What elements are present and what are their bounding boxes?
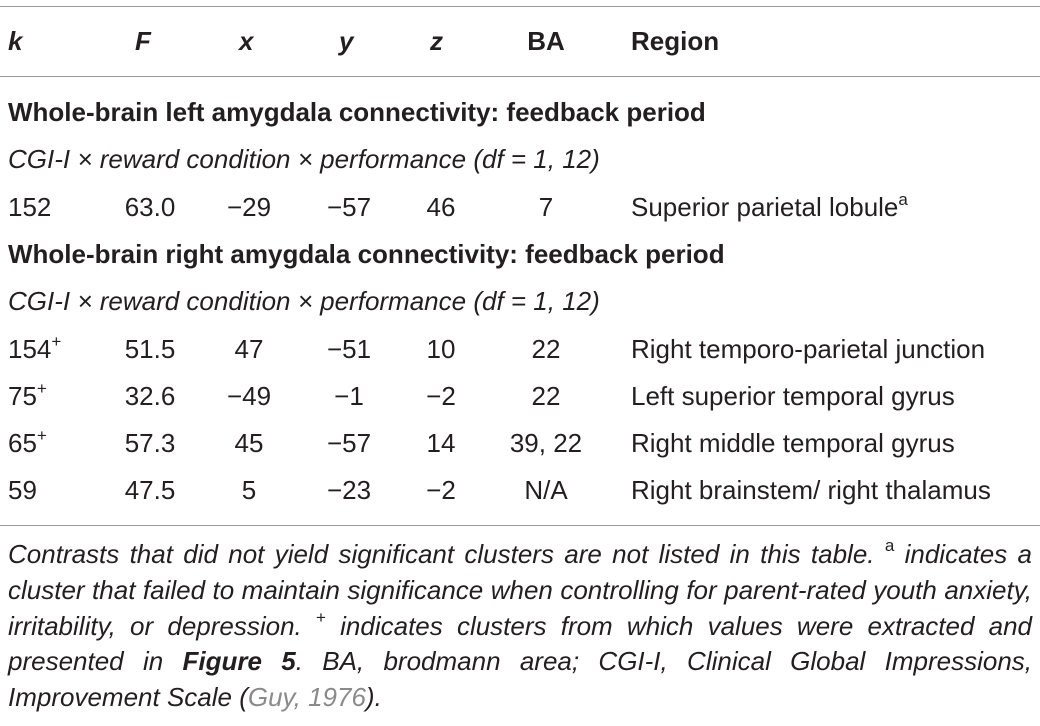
section-title: Whole-brain right amygdala connectivity: feedback period (8, 239, 725, 269)
table-row (0, 420, 1040, 467)
cell-x: −49 (226, 381, 272, 411)
cell-ba: 22 (531, 334, 561, 364)
cell-y: −57 (326, 192, 372, 222)
cell-z: 14 (426, 428, 456, 458)
cell-region: Right temporo-parietal junction (631, 334, 986, 364)
cell-y: −51 (326, 334, 372, 364)
cell-k: 75+ (8, 379, 47, 411)
cell-y: −57 (326, 428, 372, 458)
footnote-mark-plus: + (316, 607, 326, 627)
section-title-row (0, 231, 1040, 278)
figure-link[interactable]: Figure 5 (182, 646, 296, 677)
table-footnote: Contrasts that did not yield significant clusters are not listed in this table. $^a$ indicates a cluster that failed to maintain significance when controlling for parent-rated youth anxiety, irritability, or depression. + indicates clusters from which values were extracted and presented in Figure 5. BA, brodmann area; CGI-I, Clinical Global Impressions, Improvement Scale (Guy, 1976). (8, 536, 1033, 713)
header-y: y (339, 26, 354, 56)
header-z: z (430, 26, 443, 56)
contrast-row (0, 278, 1040, 325)
cell-f: 57.3 (124, 428, 176, 458)
table-row (0, 373, 1040, 420)
cell-region: Left superior temporal gyrus (631, 381, 955, 411)
table-row (0, 326, 1040, 373)
cell-x: 5 (241, 475, 257, 505)
cell-k: 65+ (8, 426, 47, 458)
header-f: F (135, 26, 151, 56)
cell-x: −29 (226, 192, 272, 222)
contrast-label: CGI-I × reward condition × performance (df = 1, 12) (8, 286, 600, 316)
bottom-rule (0, 525, 1040, 526)
cell-f: 47.5 (124, 475, 176, 505)
cell-z: −2 (426, 475, 456, 505)
cell-z: −2 (426, 381, 456, 411)
citation-link[interactable]: Guy, 1976 (247, 682, 366, 713)
cell-region: Right middle temporal gyrus (631, 428, 955, 458)
cell-ba: 7 (538, 192, 554, 222)
footnote-mark-a: a (884, 536, 895, 556)
section-title-row (0, 89, 1040, 136)
cell-ba: 39, 22 (509, 428, 583, 458)
cell-y: −23 (326, 475, 372, 505)
header-rule (0, 76, 1040, 77)
cell-f: 32.6 (124, 381, 176, 411)
header-k: k (8, 26, 23, 56)
contrast-label: CGI-I × reward condition × performance (df = 1, 12) (8, 144, 600, 174)
cell-region: Right brainstem/ right thalamus (631, 475, 991, 505)
cell-f: 63.0 (124, 192, 176, 222)
cell-region: Superior parietal lobule$^a$ (631, 190, 908, 222)
cell-ba: 22 (531, 381, 561, 411)
cell-y: −1 (334, 381, 364, 411)
table-row (0, 467, 1040, 514)
cell-k: 154+ (8, 332, 62, 364)
cell-z: 46 (426, 192, 456, 222)
header-region: Region (631, 26, 720, 56)
table-header-row (0, 18, 1040, 65)
table-row (0, 184, 1040, 231)
header-ba: BA (527, 26, 565, 56)
contrast-row (0, 136, 1040, 183)
cell-x: 45 (234, 428, 264, 458)
cell-ba: N/A (524, 475, 568, 505)
top-rule (0, 6, 1040, 7)
header-x: x (239, 26, 254, 56)
cell-k: 59 (8, 475, 37, 505)
cell-k: 152 (8, 192, 52, 222)
section-title: Whole-brain left amygdala connectivity: feedback period (8, 97, 706, 127)
cell-f: 51.5 (124, 334, 176, 364)
cell-z: 10 (426, 334, 456, 364)
cell-x: 47 (234, 334, 264, 364)
